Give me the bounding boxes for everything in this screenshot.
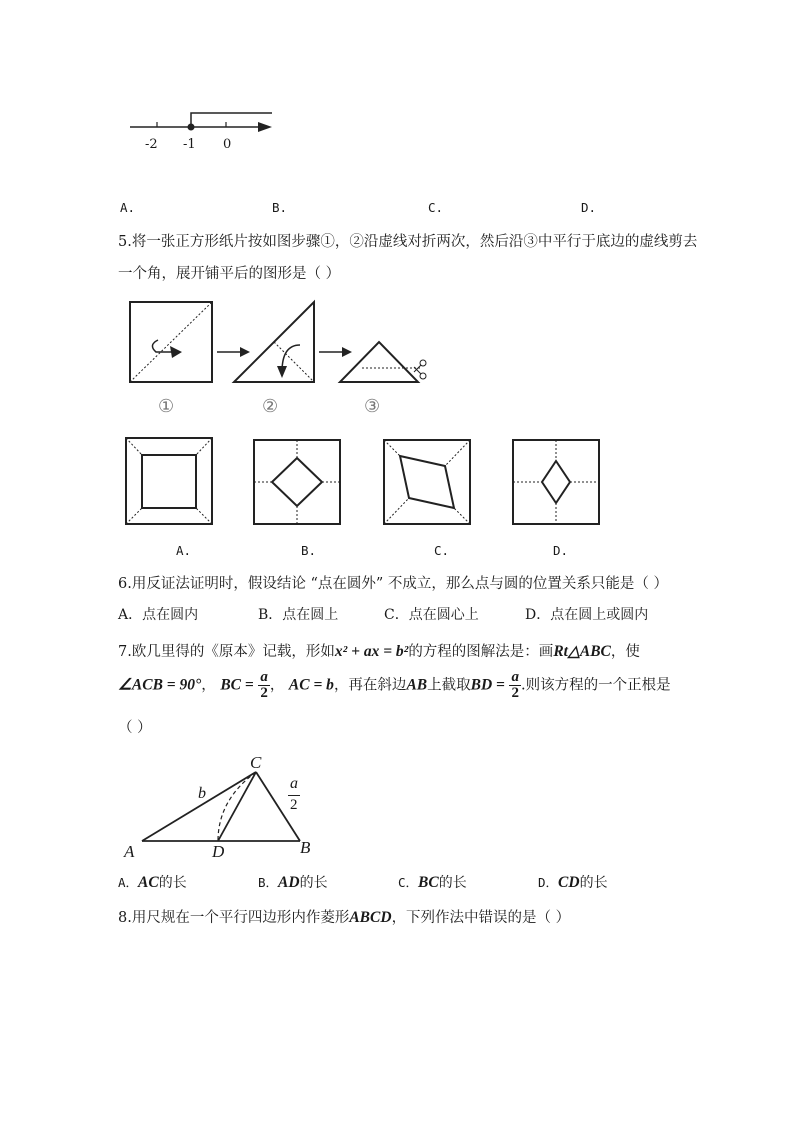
q5-option-c[interactable]: C.: [434, 543, 450, 558]
q7-option-b-segment: AD: [278, 874, 300, 891]
q7-option-d[interactable]: [538, 872, 608, 892]
q5-text-line2: 一个角，展开铺平后的图形是（ ）: [118, 266, 341, 282]
frac-denominator: 2: [260, 685, 268, 701]
q7-angle: ∠ACB = 90°: [118, 676, 202, 694]
q8-text-part1: 8.用尺规在一个平行四边形内作菱形: [118, 910, 350, 926]
step-label-2: ②: [262, 396, 279, 417]
q7-option-d-prefix: D．: [538, 875, 559, 890]
q7-comma-2: ，: [269, 677, 285, 694]
q7-option-d-segment: CD: [558, 874, 580, 891]
q6-option-c[interactable]: C．点在圆心上: [384, 607, 479, 623]
frac-numerator: a: [511, 669, 519, 685]
q8-text: [118, 906, 570, 927]
q7-ab: AB: [406, 676, 428, 694]
q7-option-a-suffix: 的长: [158, 875, 187, 891]
q7-text-part5: 上截取: [427, 677, 471, 694]
q6-option-d[interactable]: D．点在圆上或圆内: [525, 607, 649, 623]
q7-text-part3: ，使: [610, 644, 640, 660]
q7-fig-label-b: B: [300, 838, 311, 857]
frac-denominator: 2: [511, 685, 519, 701]
q7-bd: BD =: [470, 676, 505, 694]
q7-option-a[interactable]: [118, 872, 187, 892]
q4-option-a[interactable]: A.: [120, 200, 136, 215]
q7-fig-label-b-side: b: [198, 785, 206, 802]
q4-option-c[interactable]: C.: [428, 200, 444, 215]
q5-option-d[interactable]: D.: [553, 543, 569, 558]
q6-option-a[interactable]: A．点在圆内: [118, 607, 199, 623]
q7-fig-label-c: C: [250, 753, 262, 772]
frac-numerator: a: [260, 669, 268, 685]
q7-option-c-suffix: 的长: [438, 875, 467, 891]
q7-option-c-prefix: C．: [398, 875, 419, 890]
q7-fig-label-two: 2: [290, 797, 298, 813]
q4-option-d[interactable]: D.: [581, 200, 597, 215]
q7-option-d-suffix: 的长: [579, 875, 608, 891]
q7-option-a-segment: AC: [138, 874, 159, 891]
q7-text-part1: 7.欧几里得的《原本》记载，形如: [118, 644, 335, 660]
q6-text: 6.用反证法证明时，假设结论 “点在圆外” 不成立，那么点与圆的位置关系只能是（ ）: [118, 576, 668, 592]
q7-option-c[interactable]: [398, 872, 467, 892]
q7-comma-1: ，: [201, 677, 216, 694]
tick-label-neg2: -2: [145, 137, 158, 152]
q8-text-part2: ，下列作法中错误的是（ ）: [391, 910, 571, 926]
q7-equation: x² + ax = b²: [334, 643, 409, 660]
q7-fig-label-d: D: [212, 842, 225, 861]
tick-label-0: 0: [223, 137, 232, 152]
q7-option-b-prefix: B．: [258, 875, 279, 890]
q7-text-part2: 的方程的图解法是：画: [408, 644, 554, 660]
step-label-3: ③: [364, 396, 381, 417]
q5-option-b[interactable]: B.: [301, 543, 317, 558]
q7-option-b[interactable]: [258, 872, 328, 892]
step-label-1: ①: [158, 396, 175, 417]
q7-ac: AC = b: [288, 676, 334, 694]
q7-option-a-prefix: A．: [118, 875, 139, 890]
q7-bc: BC =: [220, 676, 254, 694]
q6-option-b[interactable]: B．点在圆上: [258, 607, 339, 623]
tick-label-neg1: -1: [183, 137, 196, 152]
q7-text-part6: .则该方程的一个正根是: [520, 677, 671, 694]
q7-answer-paren: （ ）: [118, 720, 152, 736]
q8-rhombus-name: ABCD: [349, 909, 392, 926]
q5-option-a[interactable]: A.: [176, 543, 192, 558]
q5-text-line1: 5.将一张正方形纸片按如图步骤①，②沿虚线对折两次，然后沿③中平行于底边的虚线剪去: [118, 234, 698, 250]
q7-fig-label-a-num: a: [290, 775, 298, 792]
q7-fig-label-a: A: [124, 842, 135, 861]
q4-option-b[interactable]: B.: [272, 200, 288, 215]
q7-option-c-segment: BC: [418, 874, 439, 891]
q7-fig-frac-bar: [288, 795, 300, 796]
q7-text-part4: ，再在斜边: [333, 677, 407, 694]
q7-triangle: Rt△ABC: [553, 643, 611, 660]
q7-option-b-suffix: 的长: [299, 875, 328, 891]
